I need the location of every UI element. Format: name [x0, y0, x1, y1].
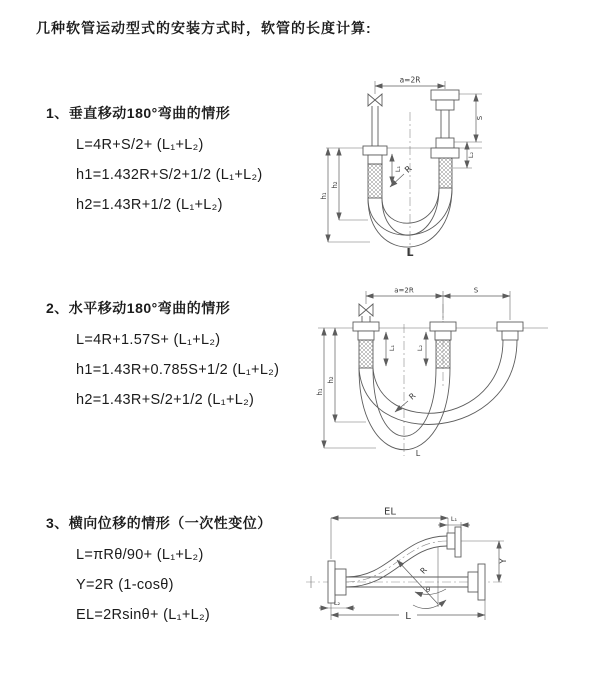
dim-label-h2: h₂: [331, 181, 339, 189]
dim-label-l2: L₂: [333, 599, 341, 607]
hose-braid: [439, 158, 452, 188]
section-2-heading: 2、水平移动180°弯曲的情形: [46, 300, 231, 316]
dimension-l2: [319, 599, 355, 608]
diagram-3-svg: [298, 503, 600, 651]
dimension-l2: [416, 332, 426, 366]
dim-label-a2r: a=2R: [399, 75, 421, 85]
hose-braid: [359, 340, 373, 368]
formula-line: L=4R+1.57S+ (L₁+L₂): [76, 332, 221, 348]
dim-label-length: L: [406, 246, 414, 259]
diagram-vertical-bend-180: [312, 70, 600, 262]
dim-label-a2r: a=2R: [394, 286, 414, 295]
hose-braid: [368, 164, 382, 198]
dim-label-length: L: [415, 449, 421, 458]
dimension-l1: [438, 515, 470, 531]
left-flange: [328, 561, 346, 603]
s-curve-hose: [346, 536, 447, 587]
upper-right-flange: [447, 527, 461, 557]
dimension-length: [331, 600, 485, 622]
right-pipe-flange: [431, 90, 459, 188]
section-lateral-displacement: [46, 513, 272, 630]
section-horizontal-180: [46, 298, 279, 415]
section-1-heading: 1、垂直移动180°弯曲的情形: [46, 105, 231, 121]
dim-label-length: L: [405, 611, 411, 622]
dim-label-l2: L₂: [467, 151, 475, 159]
formula-line: h2=1.43R+1/2 (L₁+L₂): [76, 197, 223, 213]
angle-theta: [413, 586, 446, 609]
dim-label-el: EL: [384, 506, 396, 518]
section-3-formulas: [76, 540, 272, 630]
dimension-a2r: [366, 287, 510, 321]
formula-line: Y=2R (1-cosθ): [76, 577, 174, 593]
page-title: 几种软管运动型式的安装方式时，软管的长度计算:: [36, 20, 372, 36]
section-3-heading: 3、横向位移的情形（一次性变位）: [46, 515, 272, 531]
dimension-h1: [320, 148, 370, 242]
dim-label-y: Y: [499, 558, 509, 564]
formula-line: h1=1.432R+S/2+1/2 (L₁+L₂): [76, 167, 263, 183]
dim-label-h2: h₂: [327, 376, 335, 384]
dim-label-l1: L₁: [388, 344, 396, 352]
valve-icon: [359, 304, 373, 322]
formula-line: L=πRθ/90+ (L₁+L₂): [76, 547, 204, 563]
dim-label-s: S: [473, 286, 479, 295]
section-vertical-180: [46, 103, 263, 220]
section-2-formulas: [76, 325, 279, 415]
dim-label-radius: R: [407, 391, 418, 402]
dim-label-l1: L₁: [394, 165, 402, 173]
dim-label-l2: L₂: [416, 344, 424, 352]
dimension-s: [454, 94, 484, 142]
dimension-s: [443, 287, 510, 297]
dim-label-h1: h₁: [316, 388, 324, 396]
pipe-2-flange: [430, 322, 456, 368]
dim-label-radius: R: [403, 164, 415, 176]
section-1-formulas: [76, 130, 263, 220]
diagram-lateral-displacement: [298, 503, 600, 651]
dimension-l1: [392, 154, 402, 184]
lower-right-flange: [468, 564, 485, 600]
diagram-1-svg: [312, 70, 600, 262]
dim-label-s: S: [476, 115, 484, 121]
pipe-3-flange: [497, 322, 523, 340]
dim-label-h1: h₁: [320, 192, 328, 200]
formula-line: h2=1.43R+S/2+1/2 (L₁+L₂): [76, 392, 255, 408]
dimension-el: [331, 507, 448, 560]
formula-line: EL=2Rsinθ+ (L₁+L₂): [76, 607, 211, 623]
diagram-2-svg: [306, 280, 598, 462]
diagram-horizontal-bend-180: [306, 280, 598, 462]
valve-icon: [368, 94, 382, 146]
hose-braid: [436, 340, 450, 368]
pipe-1-flange: [353, 322, 379, 368]
dimension-l1: [386, 332, 396, 366]
formula-line: h1=1.43R+0.785S+1/2 (L₁+L₂): [76, 362, 280, 378]
dim-label-l1: L₁: [450, 515, 458, 523]
radius-callout: [395, 391, 418, 412]
left-pipe-flange: [363, 146, 387, 198]
dim-label-radius: R: [418, 565, 429, 576]
dimension-h2: [331, 148, 368, 220]
dim-label-theta: θ: [425, 586, 431, 594]
formula-line: L=4R+S/2+ (L₁+L₂): [76, 137, 204, 153]
